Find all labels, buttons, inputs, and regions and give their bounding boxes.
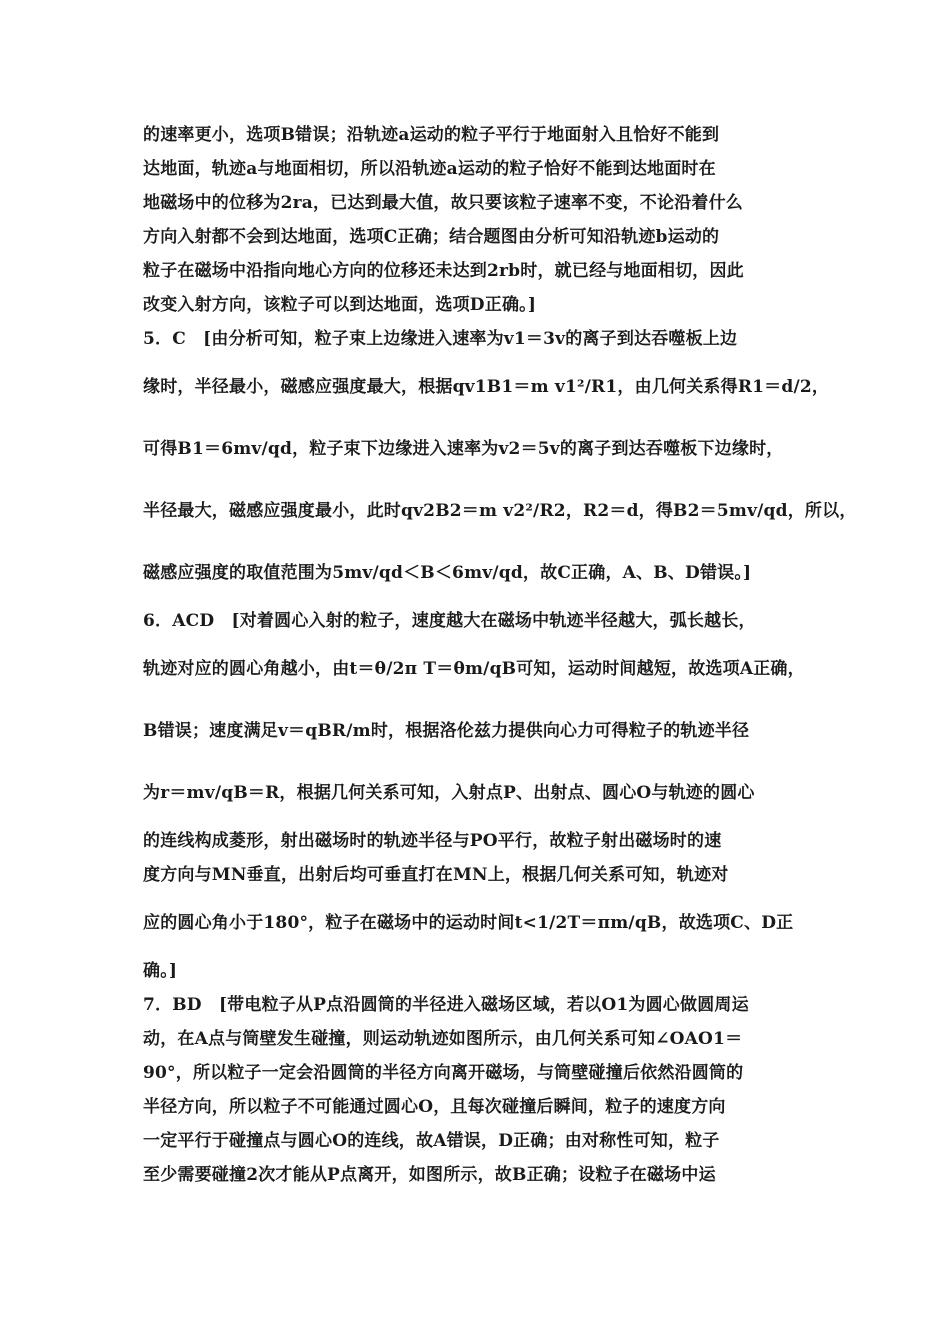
text-line: 6．ACD [对着圆心入射的粒子，速度越大在磁场中轨迹半径越大，弧长越长，	[143, 611, 756, 631]
text-line: 动，在A点与筒壁发生碰撞，则运动轨迹如图所示，由几何关系可知∠OAO1＝	[143, 1029, 743, 1049]
text-line: 的连线构成菱形，射出磁场时的轨迹半径与PO平行，故粒子射出磁场时的速	[143, 831, 722, 851]
text-line: 7．BD [带电粒子从P点沿圆筒的半径进入磁场区域，若以O1为圆心做圆周运	[143, 995, 749, 1015]
text-line: 90°，所以粒子一定会沿圆筒的半径方向离开磁场，与筒壁碰撞后依然沿圆筒的	[143, 1063, 744, 1083]
text-line: 为r＝mv/qB＝R，根据几何关系可知，入射点P、出射点、圆心O与轨迹的圆心	[143, 783, 755, 803]
text-line: 达地面，轨迹a与地面相切，所以沿轨迹a运动的粒子恰好不能到达地面时在	[143, 159, 716, 179]
text-line: 改变入射方向，该粒子可以到达地面，选项D正确。]	[143, 295, 537, 315]
text-line: 确。]	[143, 961, 178, 981]
text-line: 可得B1＝6mv/qd，粒子束下边缘进入速率为v2＝5v的离子到达吞噬板下边缘时，	[143, 439, 784, 459]
answer-text	[143, 118, 857, 1192]
text-line: 至少需要碰撞2次才能从P点离开，如图所示，故B正确；设粒子在磁场中运	[143, 1165, 716, 1185]
text-line: 度方向与MN垂直，出射后均可垂直打在MN上，根据几何关系可知，轨迹对	[143, 865, 729, 885]
text-line: 半径最大，磁感应强度最小，此时qv2B2＝m v2²/R2，R2＝d，得B2＝5mv/qd，所以，	[143, 501, 857, 521]
text-line: 粒子在磁场中沿指向地心方向的位移还未达到2rb时，就已经与地面相切，因此	[143, 261, 744, 281]
text-line: 轨迹对应的圆心角越小，由t＝θ/2π T＝θm/qB可知，运动时间越短，故选项A正确，	[143, 659, 805, 679]
text-line: 半径方向，所以粒子不可能通过圆心O，且每次碰撞后瞬间，粒子的速度方向	[143, 1097, 726, 1117]
text-line: 一定平行于碰撞点与圆心O的连线，故A错误，D正确；由对称性可知，粒子	[143, 1131, 720, 1151]
text-line: 磁感应强度的取值范围为5mv/qd＜B＜6mv/qd，故C正确，A、B、D错误。]	[143, 563, 752, 583]
text-line: 的速率更小，选项B错误；沿轨迹a运动的粒子平行于地面射入且恰好不能到	[143, 125, 720, 145]
text-line: 应的圆心角小于180°，粒子在磁场中的运动时间t<1/2T＝πm/qB，故选项C、D正	[143, 913, 794, 933]
text-line: 地磁场中的位移为2ra，已达到最大值，故只要该粒子速率不变，不论沿着什么	[143, 193, 743, 213]
text-line: 方向入射都不会到达地面，选项C正确；结合题图由分析可知沿轨迹b运动的	[143, 227, 720, 247]
text-line: 缘时，半径最小，磁感应强度最大，根据qv1B1＝m v1²/R1，由几何关系得R1＝d/2，	[143, 377, 830, 397]
text-line: 5．C [由分析可知，粒子束上边缘进入速率为v1＝3v的离子到达吞噬板上边	[143, 329, 738, 349]
text-line: B错误；速度满足v＝qBR/m时，根据洛伦兹力提供向心力可得粒子的轨迹半径	[143, 721, 750, 741]
